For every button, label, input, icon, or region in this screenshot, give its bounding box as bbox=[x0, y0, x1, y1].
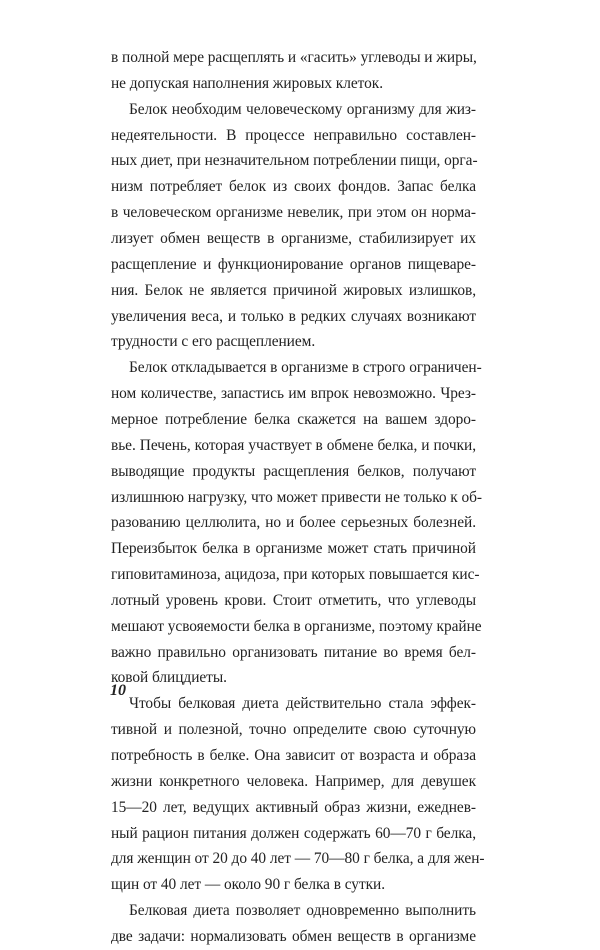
text-line: гиповитаминоза, ацидоза, при которых повышается кис- bbox=[111, 566, 480, 583]
text-line: для женщин от 20 до 40 лет — 70—80 г белка, а для жен- bbox=[111, 850, 485, 868]
text-line: недеятельности. В процессе неправильно составлен- bbox=[111, 126, 476, 144]
text-line: ном количестве, запастись им впрок невозможно. Чрез- bbox=[111, 385, 476, 403]
text-line: ный рацион питания должен содержать 60—70 г белка, bbox=[111, 824, 476, 842]
text-line: ковой блицдиеты. bbox=[111, 669, 227, 687]
text-line: в человеческом организме невелик, при этом он норма- bbox=[111, 204, 476, 222]
text-line: вье. Печень, которая участвует в обмене белка, и почки, bbox=[111, 436, 476, 454]
text-line: Белок откладывается в организме в строго ограничен- bbox=[129, 359, 482, 377]
text-line: две задачи: нормализовать обмен веществ в организме bbox=[111, 927, 476, 945]
text-line: лотный уровень крови. Стоит отметить, что углеводы bbox=[111, 591, 476, 609]
text-line: Переизбыток белка в организме может стать причиной bbox=[111, 540, 476, 558]
text-line: расщепление и функционирование органов пищеваре- bbox=[111, 255, 476, 273]
text-line: разованию целлюлита, но и более серьезных болезней. bbox=[111, 514, 476, 532]
text-line: увеличения веса, и только в редких случаях возникают bbox=[111, 307, 476, 325]
text-line: ния. Белок не является причиной жировых излишков, bbox=[111, 281, 476, 299]
text-line: жизни конкретного человека. Например, для девушек bbox=[111, 772, 476, 790]
page-number: 10 bbox=[110, 682, 126, 699]
text-line: трудности с его расщеплением. bbox=[111, 333, 316, 351]
text-line: излишнюю нагрузку, что может привести не только к об- bbox=[111, 488, 483, 506]
text-line: щин от 40 лет — около 90 г белка в сутки. bbox=[111, 876, 386, 894]
text-line: ных диет, при незначительном потреблении пищи, орга- bbox=[111, 152, 478, 170]
text-line: 15—20 лет, ведущих активный образ жизни, ежеднев- bbox=[111, 798, 476, 816]
text-line: лизует обмен веществ в организме, стабилизирует их bbox=[111, 230, 476, 247]
text-line: важно правильно организовать питание во время бел- bbox=[111, 643, 476, 661]
text-line: в полной мере расщеплять и «гасить» углеводы и жиры, bbox=[111, 49, 477, 66]
text-line: потребность в белке. Она зависит от возраста и образа bbox=[111, 747, 476, 764]
text-line: мерное потребление белка скажется на вашем здоро- bbox=[111, 410, 476, 428]
text-line: низм потребляет белок из своих фондов. Запас белка bbox=[111, 178, 476, 196]
text-line: не допуская наполнения жировых клеток. bbox=[111, 74, 383, 92]
text-line: Белок необходим человеческому организму для жиз- bbox=[129, 100, 476, 118]
text-line: Чтобы белковая диета действительно стала эффек- bbox=[129, 695, 476, 713]
text-line: Белковая диета позволяет одновременно выполнить bbox=[129, 902, 476, 920]
text-line: тивной и полезной, точно определите свою суточную bbox=[111, 721, 476, 739]
text-line: выводящие продукты расщепления белков, получают bbox=[111, 462, 476, 480]
text-line: мешают усвояемости белка в организме, поэтому крайне bbox=[111, 617, 482, 635]
